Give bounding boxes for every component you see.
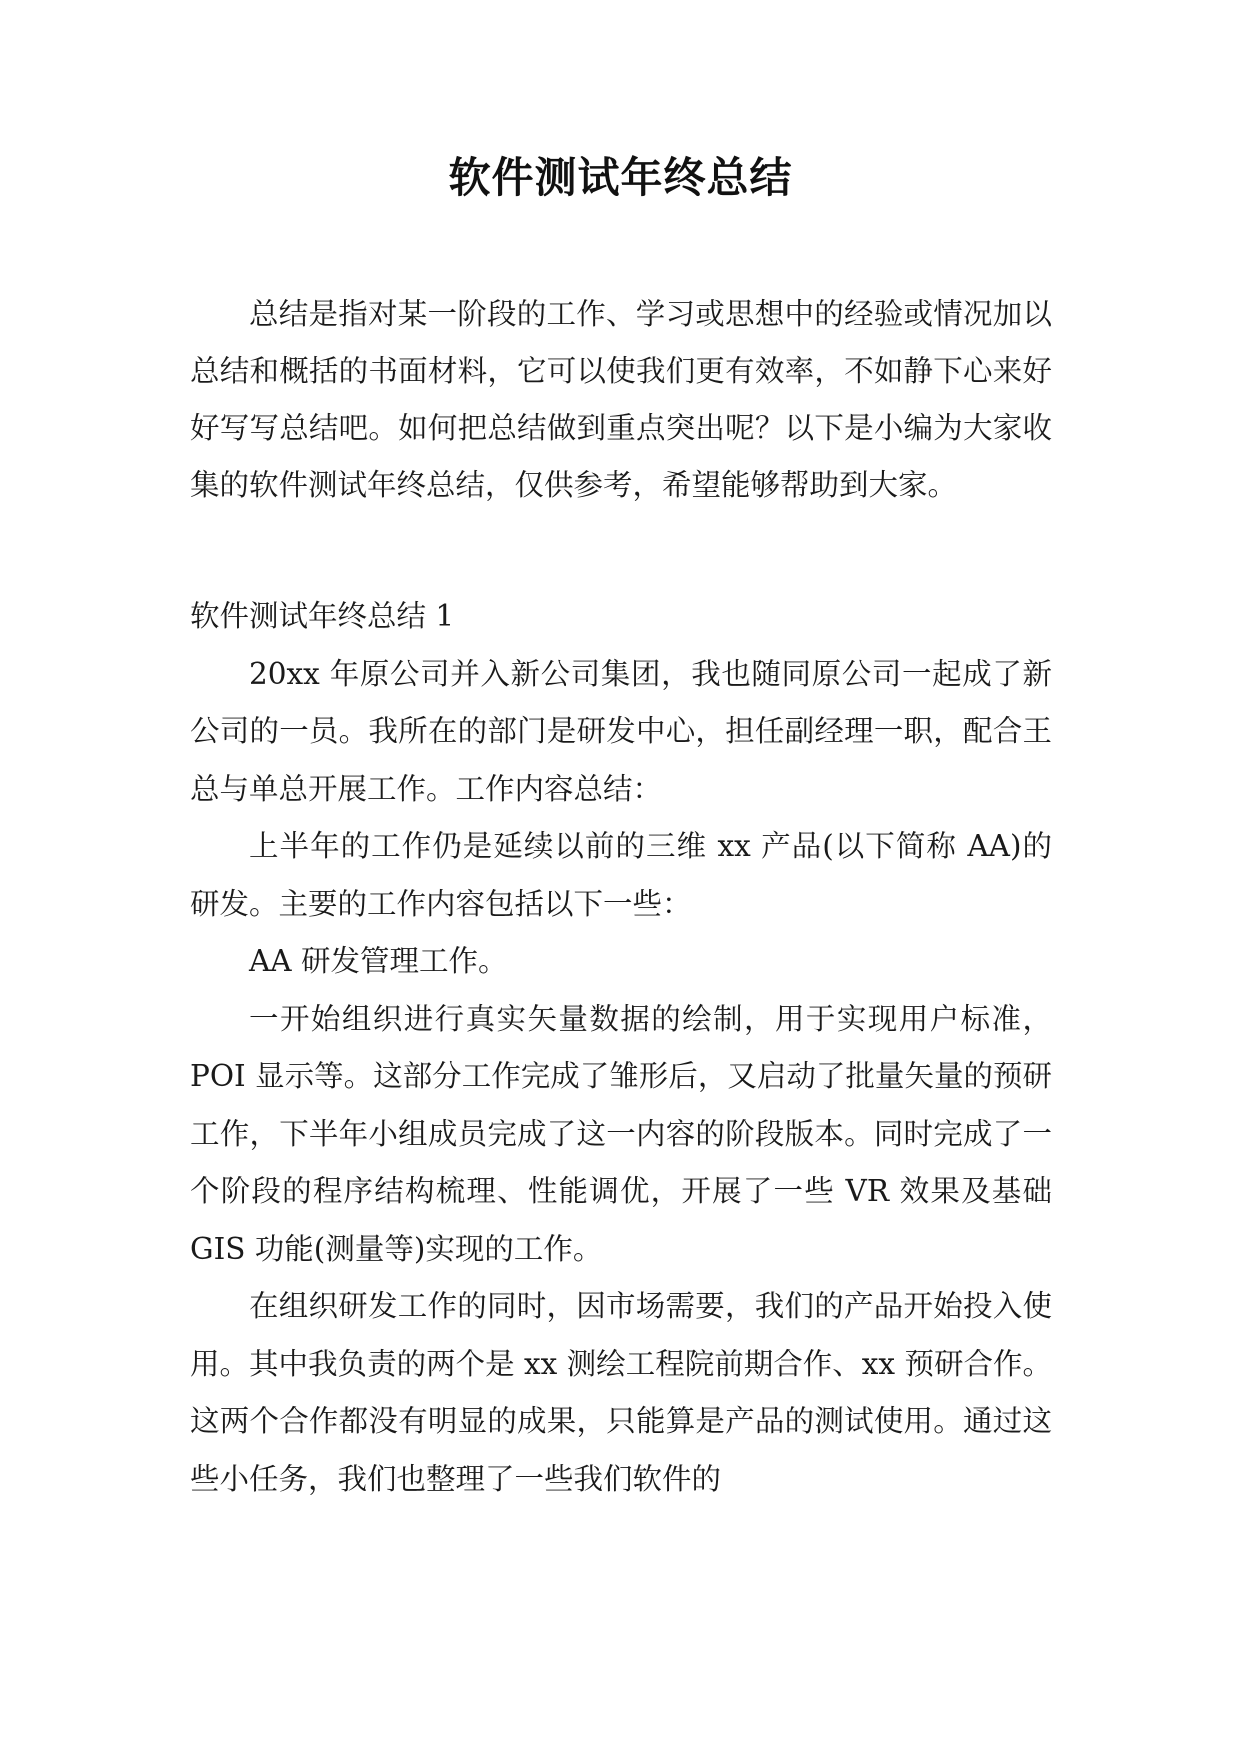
body-paragraph: AA 研发管理工作。 bbox=[249, 944, 508, 978]
body-paragraph: 上半年的工作仍是延续以前的三维 xx 产品(以下简称 AA)的研发。主要的工作内容包括以下一些： bbox=[190, 829, 1052, 921]
body-paragraph: 20xx 年原公司并入新公司集团，我也随同原公司一起成了新公司的一员。我所在的部门是研发中心，担任副经理一职，配合王总与单总开展工作。工作内容总结： bbox=[190, 656, 1052, 806]
section-heading: 软件测试年终总结 1 bbox=[190, 599, 455, 633]
intro-paragraph: 总结是指对某一阶段的工作、学习或思想中的经验或情况加以总结和概括的书面材料，它可以使我们更有效率，不如静下心来好好写写总结吧。如何把总结做到重点突出呢？以下是小编为大家收集的软件测试年终总结，仅供参考，希望能够帮助到大家。 bbox=[190, 297, 1052, 502]
body-paragraph: 在组织研发工作的同时，因市场需要，我们的产品开始投入使用。其中我负责的两个是 xx 测绘工程院前期合作、xx 预研合作。这两个合作都没有明显的成果，只能算是产品的测试使用。通过这些小任务，我们也整理了一些我们软件的 bbox=[190, 1289, 1052, 1496]
document-title: 软件测试年终总结 bbox=[448, 153, 793, 202]
document-body bbox=[190, 286, 1052, 1508]
body-paragraph: 一开始组织进行真实矢量数据的绘制，用于实现用户标准，POI 显示等。这部分工作完成了雏形后，又启动了批量矢量的预研工作，下半年小组成员完成了这一内容的阶段版本。同时完成了一个阶段的程序结构梳理、性能调优，开展了一些 VR 效果及基础 GIS 功能(测量等)实现的工作。 bbox=[190, 1001, 1052, 1266]
